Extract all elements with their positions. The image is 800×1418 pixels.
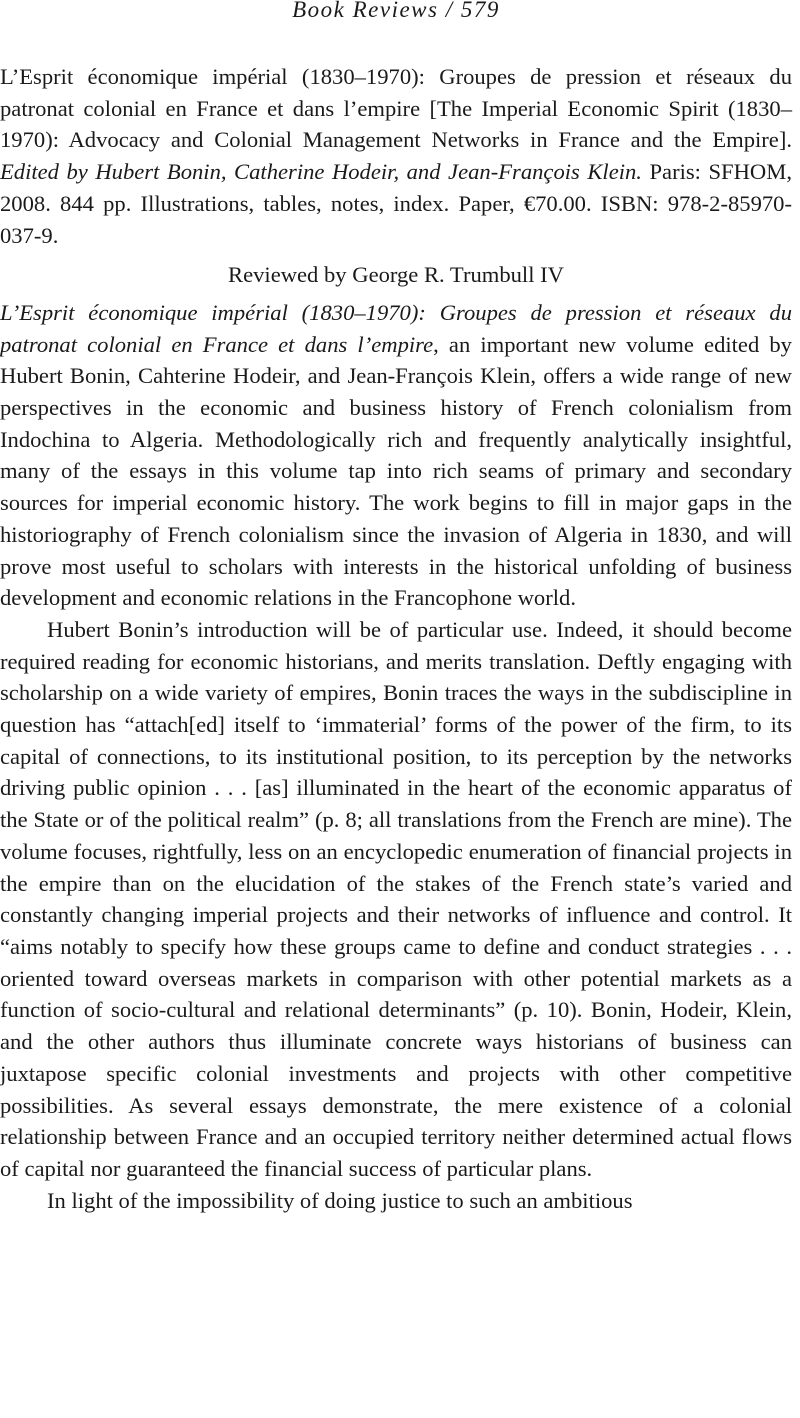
running-head: [0, 0, 792, 27]
paragraph-1-italic-title: L’Esprit économique impérial (1830–1970): Groupes de pression et réseaux du patronat colonial en France et dans l’empire: [0, 299, 792, 357]
paragraph-1-text: , an important new volume edited by Hubert Bonin, Cahterine Hodeir, and Jean-François Klein, offers a wide range of new perspectives in the economic and business history of French colonialism from Indochina to Algeria. Methodologically rich and frequently analytically insightful, many of the essays in this volume tap into rich seams of primary and secondary sources for imperial economic history. The work begins to fill in major gaps in the historiography of French colonialism since the invasion of Algeria in 1830, and will prove most useful to scholars with interests in the historical unfolding of business development and economic relations in the Francophone world.: [0, 331, 792, 611]
paragraph-1: [0, 297, 792, 614]
publication-details: Paris: SFHOM, 2008. 844 pp. Illustrations, tables, notes, index. Paper, €70.00. ISBN: 978-2-85970-037-9.: [0, 159, 792, 248]
book-citation: [0, 61, 792, 251]
running-head-section: Book Reviews: [292, 0, 439, 22]
paragraph-3: In light of the impossibility of doing justice to such an ambitious: [47, 1187, 633, 1213]
paragraph-2: Hubert Bonin’s introduction will be of particular use. Indeed, it should become required reading for economic historians, and merits translation. Deftly engaging with scholarship on a wide variety of empires, Bonin traces the ways in the subdiscipline in question has “attach[ed] itself to ‘immaterial’ forms of the power of the firm, to its capital of connections, to its institutional position, to its perception by the networks driving public opinion . . . [as] illuminated in the heart of the economic apparatus of the State or of the political realm” (p. 8; all translations from the French are mine). The volume focuses, rightfully, less on an encyclopedic enumeration of financial projects in the empire than on the elucidation of the stakes of the French state’s varied and constantly changing imperial projects and their networks of influence and control. It “aims notably to specify how these groups came to define and conduct strategies . . . oriented toward overseas markets in comparison with other potential markets as a function of socio-cultural and relational determinants” (p. 10). Bonin, Hodeir, Klein, and the other authors thus illuminate concrete ways historians of business can juxtapose specific colonial investments and projects with other competitive possibilities. As several essays demonstrate, the mere existence of a colonial relationship between France and an occupied territory neither determined actual flows of capital nor guaranteed the financial success of particular plans.: [0, 616, 792, 1181]
page-number: 579: [460, 0, 500, 22]
book-title: L’Esprit économique impérial (1830–1970): Groupes de pression et réseaux du patronat colonial en France et dans l’empire [The Imperial Economic Spirit (1830–1970): Advocacy and Colonial Management Networks in France and the Empire].: [0, 64, 792, 153]
running-head-separator: /: [445, 0, 454, 22]
reviewer-line: Reviewed by George R. Trumbull IV: [228, 262, 564, 288]
book-editors: Edited by Hubert Bonin, Catherine Hodeir, and Jean-François Klein.: [0, 159, 642, 185]
